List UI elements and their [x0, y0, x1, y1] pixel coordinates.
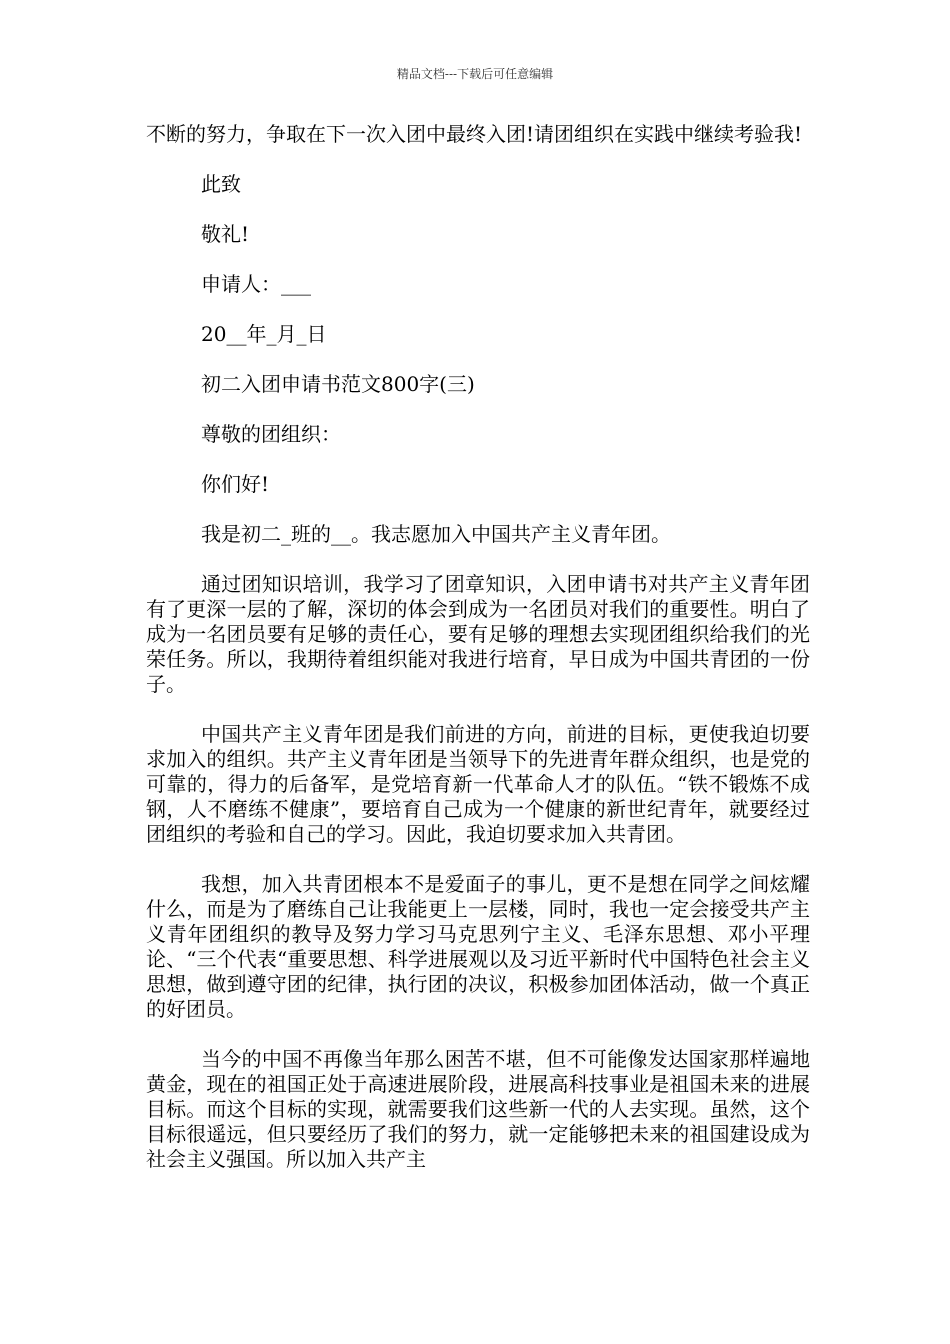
- date-line: 20__年_月_日: [201, 322, 327, 346]
- paragraph: 中国共产主义青年团是我们前进的方向，前进的目标，更使我迫切要求加入的组织。共产主义青年团是当领导下的先进青年群众组织，也是党的可靠的，得力的后备军，是党培育新一代革命人才的队伍。“铁不锻炼不成钢，人不磨练不健康”，要培育自己成为一个健康的新世纪青年，就要经过团组织的考验和自己的学习。因此，我迫切要求加入共青团。: [146, 722, 810, 846]
- paragraph: 当今的中国不再像当年那么困苦不堪，但不可能像发达国家那样遍地黄金，现在的祖国正处于高速进展阶段，进展高科技事业是祖国未来的进展目标。而这个目标的实现，就需要我们这些新一代的人去实现。虽然，这个目标很遥远，但只要经历了我们的努力，就一定能够把未来的祖国建设成为社会主义强国。所以加入共产主: [146, 1047, 810, 1171]
- paragraph: 我想，加入共青团根本不是爱面子的事儿，更不是想在同学之间炫耀什么，而是为了磨练自己让我能更上一层楼，同时，我也一定会接受共产主义青年团组织的教导及努力学习马克思列宁主义、毛泽东思想、邓小平理论、“三个代表“重要思想、科学进展观以及习近平新时代中国特色社会主义思想，做到遵守团的纪律，执行团的决议，积极参加团体活动，做一个真正的好团员。: [146, 872, 810, 1021]
- document-body: [146, 122, 810, 1172]
- closing-salutation: 此致: [201, 172, 241, 196]
- greeting-line: 尊敬的团组织：: [201, 422, 341, 446]
- applicant-line: 申请人：___: [201, 272, 311, 296]
- closing-regards: 敬礼!: [201, 222, 250, 246]
- hello-line: 你们好!: [201, 472, 270, 496]
- section-title: 初二入团申请书范文800字(三): [201, 372, 475, 396]
- paragraph-continuation: 不断的努力，争取在下一次入团中最终入团!请团组织在实践中继续考验我!: [146, 122, 803, 146]
- page-header: 精品文档---下载后可任意编辑: [396, 67, 554, 81]
- paragraph: 通过团知识培训，我学习了团章知识，入团申请书对共产主义青年团有了更深一层的了解，深切的体会到成为一名团员对我们的重要性。明白了成为一名团员要有足够的责任心，要有足够的理想去实现团组织给我们的光荣任务。所以，我期待着组织能对我进行培育，早日成为中国共青团的一份子。: [146, 572, 810, 696]
- intro-line: 我是初二_班的__。我志愿加入中国共产主义青年团。: [201, 522, 671, 546]
